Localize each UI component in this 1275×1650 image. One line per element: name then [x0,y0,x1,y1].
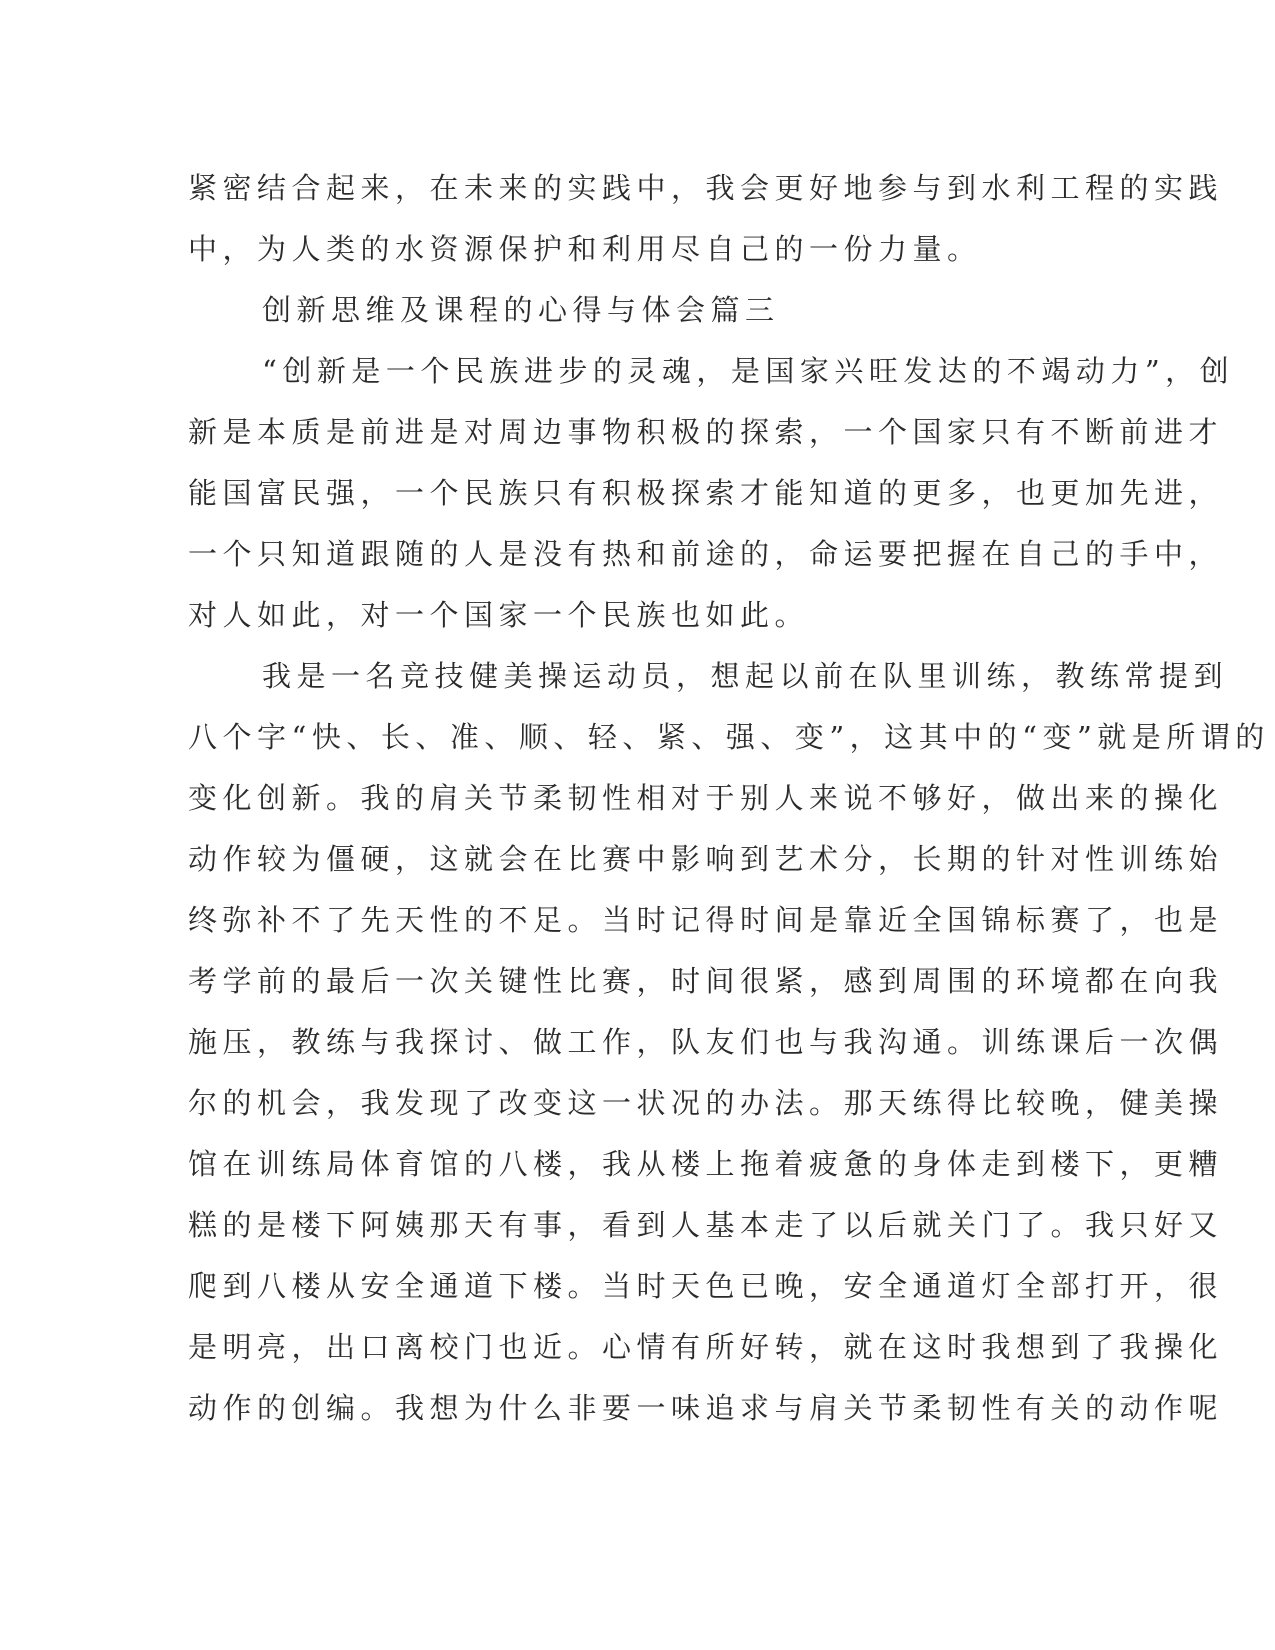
body-line: 尔的机会，我发现了改变这一状况的办法。那天练得比较晚，健美操 [188,1086,1224,1120]
body-line: 中，为人类的水资源保护和利用尽自己的一份力量。 [188,232,982,266]
document-body [188,158,1270,1439]
body-line: 终弥补不了先天性的不足。当时记得时间是靠近全国锦标赛了，也是 [188,903,1224,937]
section-heading: 创新思维及课程的心得与体会篇三 [262,293,780,327]
body-line: 爬到八楼从安全通道下楼。当时天色已晚，安全通道灯全部打开，很 [188,1269,1224,1303]
body-line: 考学前的最后一次关键性比赛，时间很紧，感到周围的环境都在向我 [188,964,1224,998]
body-line: 施压，教练与我探讨、做工作，队友们也与我沟通。训练课后一次偶 [188,1025,1224,1059]
body-line: 变化创新。我的肩关节柔韧性相对于别人来说不够好，做出来的操化 [188,781,1224,815]
body-line: “创新是一个民族进步的灵魂，是国家兴旺发达的不竭动力”，创 [262,354,1235,388]
body-line: 动作的创编。我想为什么非要一味追求与肩关节柔韧性有关的动作呢 [188,1391,1224,1425]
body-line: 能国富民强，一个民族只有积极探索才能知道的更多，也更加先进， [188,476,1224,510]
body-line: 馆在训练局体育馆的八楼，我从楼上拖着疲惫的身体走到楼下，更糟 [188,1147,1224,1181]
body-line: 紧密结合起来，在未来的实践中，我会更好地参与到水利工程的实践 [188,171,1224,205]
body-line: 是明亮，出口离校门也近。心情有所好转，就在这时我想到了我操化 [188,1330,1224,1364]
body-line: 对人如此，对一个国家一个民族也如此。 [188,598,810,632]
body-line: 糕的是楼下阿姨那天有事，看到人基本走了以后就关门了。我只好又 [188,1208,1224,1242]
body-line: 新是本质是前进是对周边事物积极的探索，一个国家只有不断前进才 [188,415,1224,449]
body-line: 一个只知道跟随的人是没有热和前途的，命运要把握在自己的手中， [188,537,1224,571]
body-line: 动作较为僵硬，这就会在比赛中影响到艺术分，长期的针对性训练始 [188,842,1224,876]
body-line: 八个字“快、长、准、顺、轻、紧、强、变”，这其中的“变”就是所谓的 [188,720,1270,754]
body-line: 我是一名竞技健美操运动员，想起以前在队里训练，教练常提到 [262,659,1229,693]
